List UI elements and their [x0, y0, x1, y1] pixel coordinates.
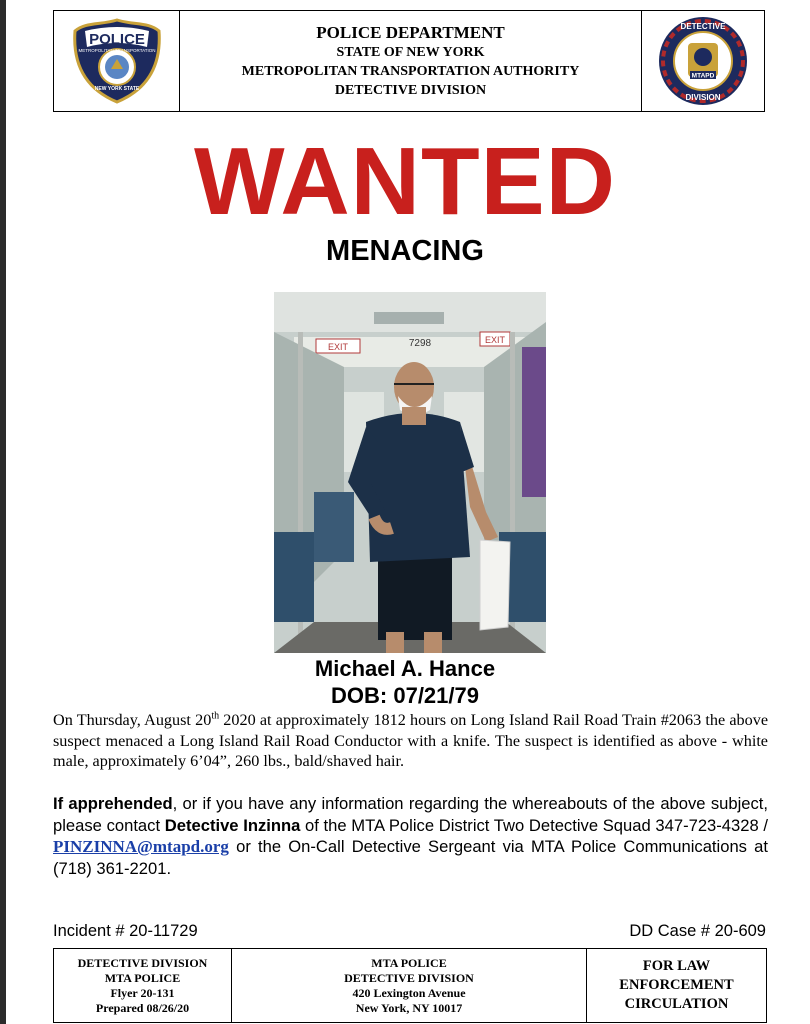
patch-police-text: POLICE [88, 31, 145, 48]
seal-division-text: DIVISION [685, 93, 721, 102]
header-line-2: STATE OF NEW YORK [336, 44, 485, 60]
photo-exit-sign-right: EXIT [484, 335, 506, 345]
incident-description [53, 710, 768, 772]
police-patch-logo [71, 17, 163, 105]
header-line-3: METROPOLITAN TRANSPORTATION AUTHORITY [241, 63, 580, 79]
patch-mta-text: METROPOLITAN TRANSPORTATION [77, 48, 156, 53]
police-patch-cell [54, 11, 180, 111]
footer-address [232, 949, 587, 1022]
incident-number: Incident # 20-11729 [53, 922, 198, 940]
description-text-1: On Thursday, August 20 [53, 711, 212, 729]
footer-left-line-2: MTA POLICE [104, 970, 181, 985]
photo-exit-sign-left: EXIT [327, 342, 349, 352]
footer-center-line-2: DETECTIVE DIVISION [344, 970, 474, 985]
footer-flyer-info [54, 949, 232, 1022]
footer-center-line-1: MTA POLICE [371, 955, 447, 970]
footer-box [53, 948, 767, 1023]
footer-left-line-1: DETECTIVE DIVISION [77, 955, 208, 970]
footer-center-line-4: New York, NY 10017 [355, 1000, 463, 1015]
crime-heading: MENACING [326, 235, 484, 267]
dd-case-number: DD Case # 20-609 [629, 922, 766, 940]
suspect-name: Michael A. Hance [314, 656, 496, 681]
contact-text-1: , or if you have any information regarding the whereabouts of the above subject, please contact [53, 794, 769, 835]
footer-center-line-3: 420 Lexington Avenue [352, 985, 466, 1000]
detective-seal-cell [641, 11, 764, 111]
footer-circulation [587, 949, 766, 1022]
description-ordinal: th [211, 710, 220, 722]
contact-text-2: of the MTA Police District Two Detective Squad 347-723-4328 / [300, 815, 769, 835]
contact-text-3: or the On-Call Detective Sergeant via MTA Police Communications at (718) 361-2201. [53, 837, 768, 878]
header-title-block [180, 11, 641, 111]
seal-mtapd-text: MTAPD [691, 72, 715, 80]
footer-right-line-1: FOR LAW [642, 958, 711, 974]
detective-email-link[interactable]: PINZINNA@mtapd.org [53, 837, 229, 856]
suspect-photo [274, 292, 546, 653]
footer-left-line-4: Prepared 08/26/20 [95, 1000, 190, 1015]
apprehended-lead: If apprehended [53, 794, 173, 813]
description-text-2: 2020 at approximately 1812 hours on Long Island Rail Road Train #2063 the above suspect menaced a Long Island Rail Road Conductor with a knife. The suspect is identified as above - white male, approximately 6’04”, 260 lbs., bald/shaved hair. [53, 711, 769, 770]
footer-right-line-2: ENFORCEMENT [619, 977, 734, 993]
suspect-dob: DOB: 07/21/79 [331, 683, 479, 708]
header-line-4: DETECTIVE DIVISION [334, 82, 487, 98]
header-box [53, 10, 765, 112]
patch-nys-text: NEW YORK STATE [94, 86, 139, 92]
detective-name: Detective Inzinna [164, 815, 301, 835]
wanted-title: WANTED [194, 128, 616, 235]
header-line-1: POLICE DEPARTMENT [316, 22, 505, 42]
contact-paragraph [53, 793, 768, 879]
detective-division-seal [657, 15, 749, 107]
seal-detective-text: DETECTIVE [680, 22, 726, 31]
footer-left-line-3: Flyer 20-131 [110, 985, 175, 1000]
footer-right-line-3: CIRCULATION [624, 996, 729, 1012]
photo-car-number: 7298 [408, 338, 432, 349]
